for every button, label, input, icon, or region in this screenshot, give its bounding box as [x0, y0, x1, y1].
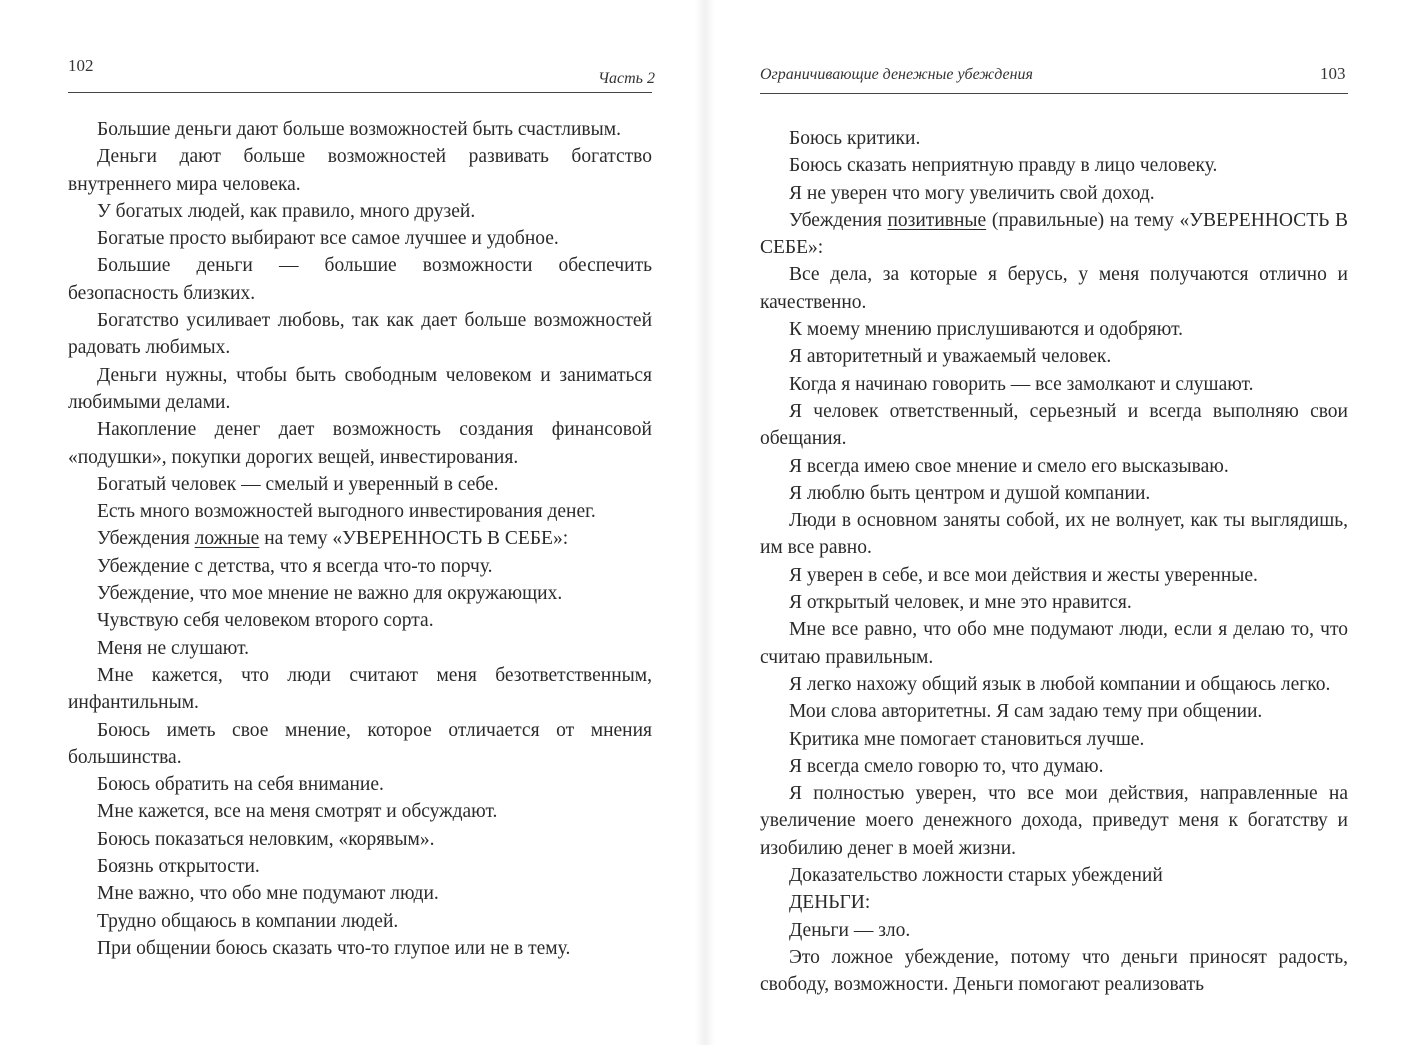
- paragraph: Когда я начинаю говорить — все замолкают и слушают.: [789, 373, 1254, 395]
- paragraph: Я уверен в себе, и все мои действия и жесты уверенные.: [789, 564, 1258, 586]
- subsection-heading: Доказательство ложности старых убеждений: [789, 865, 1163, 887]
- paragraph: Деньги — зло.: [789, 919, 911, 941]
- right-page: [705, 0, 1411, 1045]
- left-header-rule: [68, 92, 652, 93]
- paragraph: Накопление денег дает возможность создания финансовой «подушки», покупки дорогих вещей, инвестирования.: [68, 419, 652, 468]
- paragraph: Богатый человек — смелый и уверенный в себе.: [97, 473, 499, 495]
- paragraph: Мои слова авторитетны. Я сам задаю тему при общении.: [789, 701, 1263, 723]
- left-body-text: [68, 116, 652, 962]
- section-heading: [760, 207, 1348, 262]
- paragraph: Богатство усиливает любовь, так как дает больше возможностей радовать любимых.: [68, 310, 652, 359]
- paragraph: К моему мнению прислушиваются и одобряют.: [789, 319, 1184, 341]
- left-running-head: Часть 2: [598, 70, 655, 87]
- paragraph: Большие деньги — большие возможности обеспечить безопасность близких.: [68, 255, 652, 304]
- section-heading: [68, 525, 652, 552]
- paragraph: Боюсь сказать неприятную правду в лицо человеку.: [789, 155, 1218, 177]
- heading-text-before: Убеждения: [789, 209, 888, 231]
- paragraph: Чувствую себя человеком второго сорта.: [97, 610, 434, 632]
- paragraph: Боюсь показаться неловким, «корявым».: [97, 828, 435, 850]
- heading-underlined-word: позитивные: [887, 209, 987, 231]
- paragraph: Убеждение с детства, что я всегда что-то порчу.: [97, 555, 493, 577]
- paragraph: Я всегда смело говорю то, что думаю.: [789, 755, 1104, 777]
- paragraph: Я открытый человек, и мне это нравится.: [789, 592, 1132, 614]
- paragraph: Я не уверен что могу увеличить свой доход.: [789, 182, 1155, 204]
- paragraph: Мне кажется, что люди считают меня безответственным, инфантильным.: [68, 664, 652, 714]
- paragraph: Я всегда имею свое мнение и смело его высказываю.: [789, 455, 1229, 477]
- paragraph: Мне важно, что обо мне подумают люди.: [97, 883, 439, 905]
- right-body-text: [760, 125, 1348, 999]
- left-page-number: 102: [68, 56, 94, 75]
- paragraph: Мне кажется, все на меня смотрят и обсуждают.: [97, 801, 498, 823]
- right-running-head: Ограничивающие денежные убеждения: [760, 66, 1033, 83]
- paragraph: Убеждение, что мое мнение не важно для окружающих.: [97, 583, 563, 605]
- paragraph: Боязнь открытости.: [97, 856, 260, 878]
- paragraph: Критика мне помогает становиться лучше.: [789, 728, 1145, 750]
- subsection-label: ДЕНЬГИ:: [789, 892, 871, 914]
- paragraph: Это ложное убеждение, потому что деньги приносят радость, свободу, возможности. Деньги помогают реализовать: [760, 946, 1348, 996]
- right-page-number: 103: [1320, 64, 1346, 83]
- heading-underlined-word: ложные: [194, 528, 260, 550]
- paragraph: Я авторитетный и уважаемый человек.: [789, 346, 1112, 368]
- paragraph: Трудно общаюсь в компании людей.: [97, 910, 399, 932]
- paragraph: Боюсь критики.: [789, 128, 921, 149]
- paragraph: Люди в основном заняты собой, их не волнует, как ты выглядишь, им все равно.: [760, 510, 1348, 559]
- paragraph: При общении боюсь сказать что-то глупое или не в тему.: [97, 937, 571, 959]
- paragraph: Я полностью уверен, что все мои действия, направленные на увеличение моего денежного дохода, приведут меня к богатству и изобилию денег в моей жизни.: [760, 783, 1348, 859]
- paragraph: Я люблю быть центром и душой компании.: [789, 482, 1151, 504]
- paragraph: Деньги дают больше возможностей развивать богатство внутреннего мира человека.: [68, 146, 652, 195]
- heading-text-after: на тему «УВЕРЕННОСТЬ В СЕБЕ»:: [259, 528, 569, 550]
- paragraph: Я легко нахожу общий язык в любой компании и общаюсь легко.: [789, 673, 1331, 695]
- right-header-rule: [760, 93, 1348, 94]
- paragraph: Все дела, за которые я берусь, у меня получаются отлично и качественно.: [760, 264, 1348, 313]
- paragraph: Я человек ответственный, серьезный и всегда выполняю свои обещания.: [760, 400, 1348, 450]
- paragraph: Мне все равно, что обо мне подумают люди, если я делаю то, что считаю правильным.: [760, 619, 1348, 668]
- paragraph: Богатые просто выбирают все самое лучшее и удобное.: [97, 228, 559, 250]
- paragraph: Деньги нужны, чтобы быть свободным человеком и заниматься любимыми делами.: [68, 364, 652, 413]
- paragraph: У богатых людей, как правило, много друзей.: [97, 200, 476, 222]
- paragraph: Боюсь обратить на себя внимание.: [97, 774, 384, 796]
- paragraph: Боюсь иметь свое мнение, которое отличается от мнения большинства.: [68, 719, 652, 768]
- paragraph: Меня не слушают.: [97, 637, 250, 659]
- paragraph: Большие деньги дают больше возможностей быть счастливым.: [97, 119, 621, 140]
- left-page: [0, 0, 705, 1045]
- heading-text-after: (правильные) на тему «УВЕРЕННОСТЬ В СЕБЕ»:: [760, 209, 1348, 259]
- heading-text-before: Убеждения: [97, 528, 195, 550]
- paragraph: Есть много возможностей выгодного инвестирования денег.: [97, 501, 596, 523]
